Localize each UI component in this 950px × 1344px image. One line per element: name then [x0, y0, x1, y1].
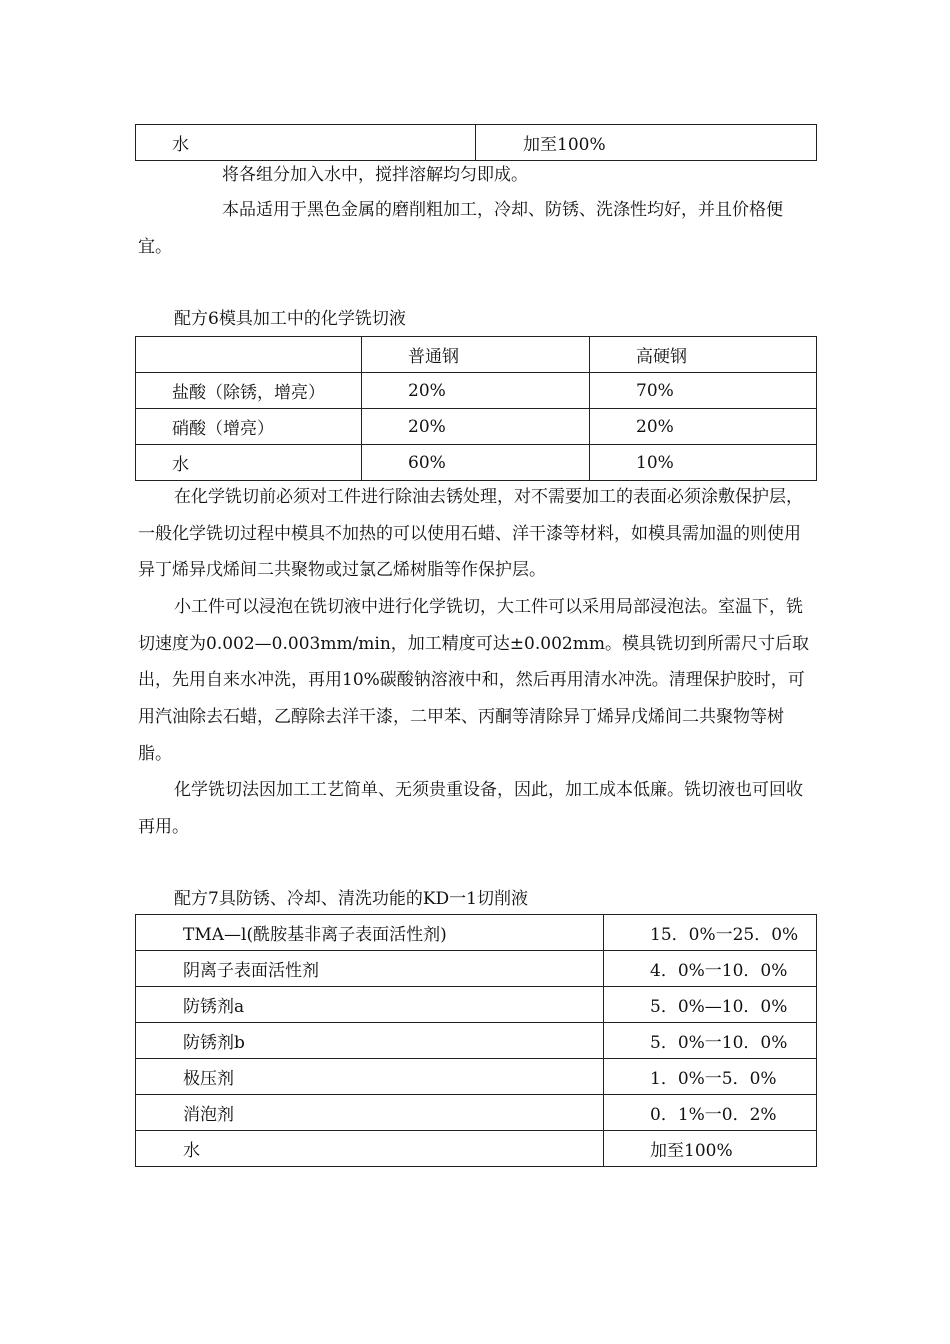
top-table — [135, 124, 817, 161]
formula6-table — [135, 336, 817, 481]
table-cell: 60% — [362, 445, 590, 481]
table-cell: 加至100% — [604, 1131, 817, 1167]
table-cell: 极压剂 — [136, 1059, 604, 1095]
table-row — [136, 125, 817, 161]
formula6-caption: 配方6模具加工中的化学铣切液 — [174, 309, 406, 329]
formula6-paragraph-3: 化学铣切法因加工工艺简单、无须贵重设备，因此，加工成本低廉。铣切液也可回收再用。 — [138, 780, 803, 837]
table-row — [136, 1023, 817, 1059]
table-cell: 10% — [590, 445, 817, 481]
table-header-cell: 普通钢 — [362, 337, 590, 373]
table-cell: 15．0%一25．0% — [604, 915, 817, 951]
formula6-paragraph-1: 在化学铣切前必须对工件进行除油去锈处理，对不需要加工的表面必须涂敷保护层，一般化学铣切过程中模具不加热的可以使用石蜡、洋干漆等材料，如模具需加温的则使用异丁烯异戊烯间二共聚物或过氯乙烯树脂等作保护层。 — [138, 487, 803, 581]
usage-paragraph: 本品适用于黑色金属的磨削粗加工，冷却、防锈、洗涤性均好，并且价格便宜。 — [138, 200, 783, 257]
table-cell: 防锈剂b — [136, 1023, 604, 1059]
table-cell: 5．0%—10．0% — [604, 987, 817, 1023]
table-row — [136, 1059, 817, 1095]
formula7-table — [135, 914, 817, 1167]
table-cell: 水 — [136, 1131, 604, 1167]
table-cell: 4．0%一10．0% — [604, 951, 817, 987]
table-header-cell: 高硬钢 — [590, 337, 817, 373]
table-row — [136, 373, 817, 409]
table-row — [136, 1131, 817, 1167]
table-cell: 加至100% — [476, 125, 817, 161]
table-cell: 20% — [362, 373, 590, 409]
mix-instruction: 将各组分加入水中，搅拌溶解均匀即成。 — [222, 165, 528, 185]
table-cell: 20% — [362, 409, 590, 445]
table-cell: 盐酸（除锈，增亮） — [136, 373, 362, 409]
table-cell: TMA—l(酰胺基非离子表面活性剂) — [136, 915, 604, 951]
table-row — [136, 951, 817, 987]
table-cell: 消泡剂 — [136, 1095, 604, 1131]
table-row — [136, 987, 817, 1023]
table-header-cell — [136, 337, 362, 373]
table-cell: 水 — [136, 445, 362, 481]
table-row — [136, 1095, 817, 1131]
table-cell: 5．0%一10．0% — [604, 1023, 817, 1059]
table-row — [136, 445, 817, 481]
table-cell: 防锈剂a — [136, 987, 604, 1023]
table-row — [136, 409, 817, 445]
formula6-paragraph-2: 小工件可以浸泡在铣切液中进行化学铣切，大工件可以采用局部浸泡法。室温下，铣切速度为0.002—0.003mm/min，加工精度可达±0.002mm。模具铣切到所需尺寸后取出，先用自来水冲洗，再用10%碳酸钠溶液中和，然后再用清水冲洗。清理保护胶时，可用汽油除去石蜡，乙醇除去洋干漆，二甲苯、丙酮等清除异丁烯异戊烯间二共聚物等树脂。 — [138, 597, 809, 764]
table-cell: 水 — [136, 125, 476, 161]
table-cell: 20% — [590, 409, 817, 445]
table-cell: 70% — [590, 373, 817, 409]
table-cell: 硝酸（增亮） — [136, 409, 362, 445]
table-header-row — [136, 337, 817, 373]
table-row — [136, 915, 817, 951]
table-cell: 0．1%一0．2% — [604, 1095, 817, 1131]
formula7-caption: 配方7具防锈、冷却、清洗功能的KD一1切削液 — [174, 889, 528, 909]
table-cell: 1．0%一5．0% — [604, 1059, 817, 1095]
table-cell: 阴离子表面活性剂 — [136, 951, 604, 987]
